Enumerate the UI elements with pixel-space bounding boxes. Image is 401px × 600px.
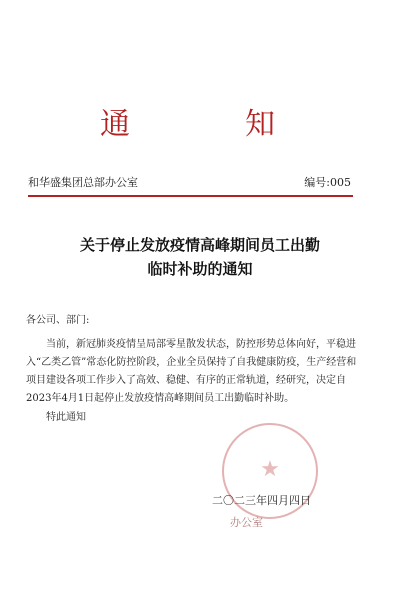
title-line-2: 临时补助的通知 xyxy=(147,260,253,278)
body-paragraph: 当前，新冠肺炎疫情呈局部零星散发状态，防控形势总体向好，平稳进入“乙类乙管”常态化防控阶段，企业全员保持了自我健康防疫，生产经营和项目建设各项工作步入了高效、稳健、有序的正常轨道，经研究，决定自2023年4月1日起停止发放疫情高峰期间员工出勤临时补助。 xyxy=(26,339,357,404)
document-body xyxy=(26,312,358,427)
closing-line: 特此通知 xyxy=(46,412,86,423)
seal-star-icon: ★ xyxy=(260,457,280,482)
salutation: 各公司、部门: xyxy=(26,315,90,326)
issuing-office: 和华盛集团总部办公室 xyxy=(28,176,138,189)
header-divider xyxy=(28,195,353,197)
document-title xyxy=(30,233,370,281)
notice-heading xyxy=(0,105,401,145)
issue-date: 二〇二三年四月四日 xyxy=(212,494,311,507)
sender-row xyxy=(28,175,351,191)
document-number: 编号:005 xyxy=(304,176,351,189)
heading-char-2: 知 xyxy=(245,107,275,142)
title-line-1: 关于停止发放疫情高峰期间员工出勤 xyxy=(79,236,320,254)
heading-char-1: 通 xyxy=(100,107,130,142)
seal-label: 办公室 xyxy=(230,516,263,529)
